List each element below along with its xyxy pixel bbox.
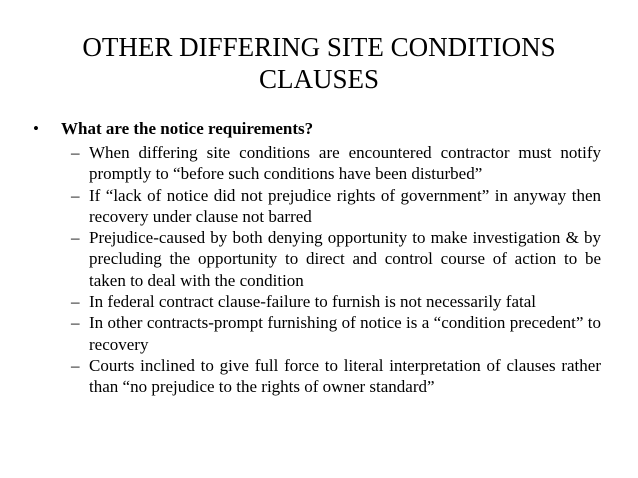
sub-points-container <box>33 142 601 398</box>
slide-title <box>40 31 598 95</box>
sub-point-text: In federal contract clause-failure to furnish is not necessarily fatal <box>89 292 536 312</box>
sub-point-text: When differing site conditions are encountered contractor must notify promptly to “before such conditions have been disturbed” <box>89 143 601 184</box>
sub-point-text: In other contracts-prompt furnishing of notice is a “condition precedent” to recovery <box>89 313 601 354</box>
dash-icon: – <box>71 355 80 375</box>
sub-point-5 <box>33 312 601 355</box>
title-line-1: OTHER DIFFERING SITE CONDITIONS <box>82 32 556 62</box>
dash-icon: – <box>71 185 80 205</box>
sub-point-3 <box>33 227 601 291</box>
sub-point-6 <box>33 355 601 398</box>
title-line-2: CLAUSES <box>258 64 380 94</box>
sub-point-text: Courts inclined to give full force to literal interpretation of clauses rather than “no prejudice to the rights of owner standard” <box>89 355 601 397</box>
dash-icon: – <box>71 313 80 333</box>
sub-point-text: Prejudice-caused by both denying opportunity to make investigation & by precluding the opportunity to direct and control course of action to be taken to deal with the condition <box>89 228 601 290</box>
sub-point-4 <box>33 291 601 312</box>
sub-points <box>33 142 601 398</box>
sub-point-text: If “lack of notice did not prejudice rights of government” in anyway then recovery under clause not barred <box>89 185 601 226</box>
main-question: What are the notice requirements? <box>61 119 314 138</box>
sub-point-2 <box>33 185 601 228</box>
content-list <box>33 118 601 398</box>
bullet-icon: • <box>33 119 39 138</box>
sub-point-1 <box>33 142 601 185</box>
dash-icon: – <box>71 292 80 312</box>
dash-icon: – <box>71 228 80 248</box>
dash-icon: – <box>71 143 80 162</box>
main-bullet <box>33 118 601 139</box>
